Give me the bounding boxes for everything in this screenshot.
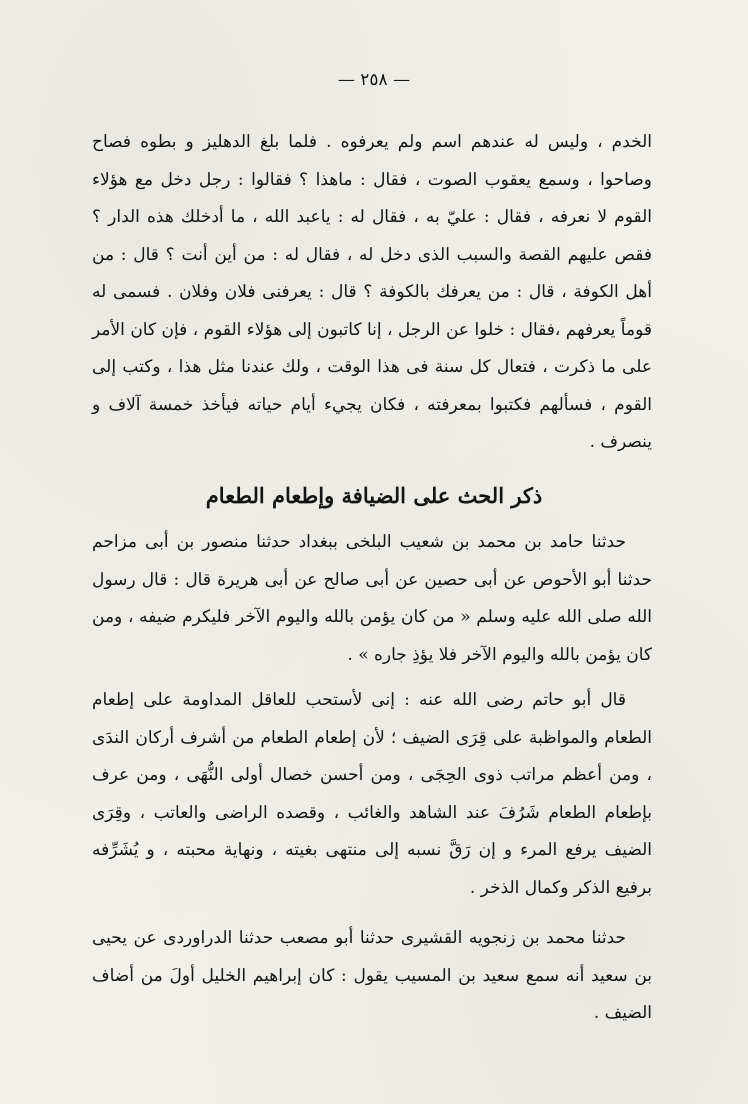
commentary-paragraph: قال أبو حاتم رضى الله عنه : إنى لأستحب للعاقل المداومة على إطعام الطعام والمواظبة على قِرَى الضيف ؛ لأن إطعام الطعام من أشرف أركان الندَى ، ومن أعظم مراتب ذوى الحِجَى ، ومن أحسن خصال أولى النُّهَى ، ومن عرف بإطعام الطعام شَرُفَ عند الشاهد والغائب ، وقصده الراضى والعاتب ، وقِرَى الضيف يرفع المرء و إن رَقَّ نسبه إلى منتهى بغيته ، ونهاية محبته ، و يُشَرِّفه برفيع الذكر وكمال الذخر . bbox=[92, 690, 652, 898]
section-heading: ذكر الحث على الضيافة وإطعام الطعام bbox=[205, 483, 543, 508]
narration-block bbox=[92, 920, 652, 1033]
commentary-block bbox=[92, 682, 652, 907]
story-paragraph: الخدم ، وليس له عندهم اسم ولم يعرفوه . فلما بلغ الدهليز و بطوه فصاح وصاحوا ، وسمع يعقوب الصوت ، فقال : ماهذا ؟ فقالوا : رجل دخل مع هؤلاء القوم لا نعرفه ، فقال : عليّ به ، فقال له : ياعبد الله ، ما أدخلك هذه الدار ؟ فقص عليهم القصة والسبب الذى دخل له ، فقال له : من أين أنت ؟ قال : من أهل الكوفة ، قال : من يعرفك بالكوفة ؟ قال : يعرفنى فلان وفلان . فسمى له قوماً يعرفهم ،فقال : خلوا عن الرجل ، إنا كاتبون إلى هؤلاء القوم ، فإن كان الأمر على ما ذكرت ، فتعال كل سنة فى هذا الوقت ، ولك عندنا مثل هذا ، وكتب إلى القوم ، فسألهم فكتبوا بمعرفته ، فكان يجيء أيام حياته فيأخذ خمسة آلاف و ينصرف . bbox=[92, 132, 652, 452]
hadith-paragraph: حدثنا حامد بن محمد بن شعيب البلخى ببغداد حدثنا منصور بن أبى مزاحم حدثنا أبو الأحوص عن أبى حصين عن أبى صالح عن أبى هريرة قال : قال رسول الله صلى الله عليه وسلم « من كان يؤمن بالله واليوم الآخر فليكرم ضيفه ، ومن كان يؤمن بالله واليوم الآخر فلا يؤذِ جاره » . bbox=[92, 532, 652, 665]
hadith-block bbox=[92, 524, 652, 674]
narration-paragraph: حدثنا محمد بن زنجويه القشيرى حدثنا أبو مصعب حدثنا الدراوردى عن يحيى بن سعيد أنه سمع سعيد بن المسيب يقول : كان إبراهيم الخليل أولَ من أضاف الضيف . bbox=[92, 928, 652, 1023]
story-continuation-block bbox=[92, 124, 652, 462]
page-number: — ٢٥٨ — bbox=[337, 70, 411, 90]
